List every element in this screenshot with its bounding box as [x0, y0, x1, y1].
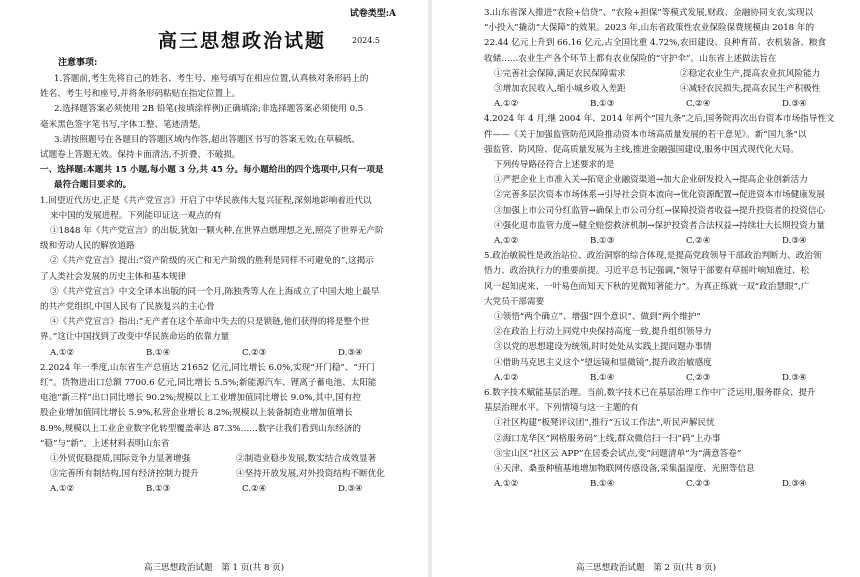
option-c: C.②③ [242, 347, 267, 358]
question-2-stem: 8.9%,规模以上工业企业数字化转型覆盖率达 87.3%……数字让我们看到山东经济的 [40, 423, 362, 434]
question-3-stem: 3.山东省深入推进“农险+信贷”、“农险+担保”等模式发展,财政、金融协同支农,实现以 [484, 8, 814, 18]
exam-page-2 [432, 0, 860, 577]
q6-statement: ④天津、桑蚕种植基地增加物联网传感设备,采集温湿度、光照等信息 [494, 464, 755, 475]
q4-path: ①严把企业上市准入关→拓宽企业融资渠道→加大企业研发投入→提高企业创新活力 [494, 175, 808, 186]
q6-statement: ①社区构建“板凳评议团”,推行“五议工作法”,听民声解民忧 [494, 418, 715, 429]
question-2-stem: 股企业增加值同比增长 5.9%,私营企业增长 8.2%;规模以上装备制造业增加值增长 [40, 408, 353, 419]
q5-options [484, 371, 846, 386]
option-b: B.①③ [146, 484, 171, 495]
q1-statement: 级和劳动人民的解放道路 [40, 241, 135, 252]
option-c: C.②④ [686, 99, 711, 110]
question-5-stem: 风一起知虎来、一叶易色而知天下秋的见微知著能力”。为真正练就一双“政治慧眼”,广 [484, 281, 810, 292]
q1-statement: ①1848 年《共产党宣言》的出版,犹如一颗火种,在世界点燃理想之光,照亮了世界无产阶 [50, 226, 384, 237]
q2-statements [40, 452, 416, 467]
option-b: B.①④ [146, 347, 171, 358]
question-2-stem: “稳”与“新”。上述材料表明山东省 [40, 438, 170, 449]
exam-title: 高三思想政治试题 [158, 30, 327, 52]
notice-line: 1.答题前,考生先将自己的姓名、考生号、座号填写在相应位置,认真核对条形码上的 [54, 74, 369, 84]
section-heading: 最符合题目要求的。 [54, 180, 132, 191]
option-a: A.①② [494, 236, 519, 247]
question-4-stem: 4.2024 年 4 月,继 2004 年、2014 年两个“国九条”之后,国务院再次出台资本市场指导性文 [484, 114, 835, 125]
q1-statement: 了人类社会发展的历史主体和基本规律 [40, 271, 187, 282]
option-b: B.①③ [590, 99, 615, 110]
q2-statement: ④坚持开放发展,对外投资结构不断优化 [236, 469, 385, 480]
q4-options [484, 234, 846, 249]
q5-statement: ④借助马克思主义这个“望远镜和显微镜”,提升政治敏感度 [494, 357, 712, 368]
option-b: B.①③ [590, 236, 615, 247]
question-3-stem: 收储……农业生产各个环节上都有农业保险的“守护伞”。山东省上述做法旨在 [484, 53, 777, 64]
q4-path: ③加强上市公司分红监管→确保上市公司分红→保障投资者收益→提升投资者的投资信心 [494, 205, 825, 216]
q1-statement: ②《共产党宣言》提出:“资产阶级的灭亡和无产阶级的胜利是同样不可避免的”,这揭示 [50, 256, 374, 267]
q3-statement: ①完善社会保障,满足农民保障需求 [494, 68, 626, 79]
question-1-stem: 来中国的发展进程。下列能印证这一观点的有 [50, 210, 222, 221]
option-c: C.②③ [686, 372, 711, 383]
option-d: D.③④ [782, 479, 807, 490]
q3-statement: ③增加农民收入,缩小城乡收入差距 [494, 84, 626, 95]
title-row [40, 20, 416, 54]
notice-line: 姓名、考生号和座号,并将条形码粘贴在指定位置上。 [40, 89, 241, 100]
question-2-stem: 电池“新三样”出口同比增长 90.2%;规模以上工业增加值同比增长 9.0%,其中,国有控 [40, 393, 361, 404]
option-d: D.③④ [782, 372, 807, 383]
question-1-stem: 1.回望近代历史,正是《共产党宣言》开启了中华民族伟大复兴征程,深刻地影响着近代以 [40, 195, 372, 206]
option-c: C.②③ [686, 479, 711, 490]
q4-path: ④强化退市监管力度→健全赔偿救济机制→保护投资者合法权益→持续壮大长期投资力量 [494, 220, 825, 231]
question-5-stem: 大党员干部需要 [484, 296, 545, 307]
q6-statement: ②海口龙华区“网格服务码”上线,群众微信扫一扫“码”上办事 [494, 433, 721, 444]
option-a: A.①② [494, 372, 519, 383]
q1-statement: 界。”这让中国找到了改变中华民族命运的依靠力量 [40, 332, 230, 343]
q2-statement: ①外贸促稳提质,国际竞争力显著增强 [50, 454, 191, 465]
option-d: D.③④ [338, 347, 363, 358]
question-3-stem: “小投入”撬动“大保障”的效果。2023 年,山东省政策性农业保险保费规模由 2018 年的 [484, 23, 815, 34]
q3-options [484, 97, 846, 112]
q3-statement: ④减轻农民损失,提高农民生产积极性 [680, 84, 821, 95]
paper-type: 试卷类型:A [349, 9, 396, 19]
question-2-stem: 2.2024 年一季度,山东省生产总值达 21652 亿元,同比增长 6.0%,实现“开门稳”、“开门 [40, 362, 375, 373]
question-4-stem: 强监管、防风险、促高质量发展为主线,推进金融强国建设,服务中国式现代化大局。 [484, 144, 799, 155]
question-2-stem: 红”。货物进出口总额 7700.6 亿元,同比增长 5.5%;新能源汽车、锂离子蓄电池、太阳能 [40, 378, 377, 389]
q2-options [40, 482, 416, 497]
question-6-stem: 6.数字技术赋能基层治理。当前,数字技术已在基层治理工作中广泛运用,服务群众、提升 [484, 388, 816, 399]
q3-statements [484, 82, 846, 97]
q3-statement: ②稳定农业生产,提高农业抗风险能力 [680, 68, 821, 79]
option-a: A.①② [494, 99, 519, 110]
option-d: D.③④ [782, 236, 807, 247]
q5-statement: ③以党的思想建设为统领,时时处处从实践上提问题办事情 [494, 342, 712, 353]
question-6-stem: 基层治理水平。下列情境与这一主题的有 [484, 403, 639, 414]
q2-statement: ③完善所有制结构,国有经济控制力提升 [50, 469, 199, 480]
question-5-stem: 5.政治敏锐性是政治站位、政治洞察的综合体现,是提高党政领导干部政治判断力、政治领 [484, 251, 822, 262]
page-footer: 高三思想政治试题 第 2 页(共 8 页) [575, 563, 717, 573]
q1-statement: ③《共产党宣言》中文全译本出版的同一个月,陈独秀等人在上海成立了中国大地上最早 [50, 286, 380, 297]
q1-statement: 的共产党组织,中国人民有了民族复兴的主心骨 [40, 302, 215, 313]
q1-statement: ④《共产党宣言》指出:“无产者在这个革命中失去的只是锁链,他们获得的将是整个世 [50, 317, 370, 328]
option-a: A.①② [50, 347, 75, 358]
notice-line: 2.选择题答案必须使用 2B 铅笔(按填涂样例)正确填涂;非选择题答案必须使用 0.5 [54, 104, 364, 115]
option-d: D.③④ [782, 99, 807, 110]
notice-line: 3.请按照题号在各题目的答题区域内作答,超出答题区书写的答案无效;在草稿纸、 [54, 134, 361, 145]
question-4-stem: 下列传导路径符合上述要求的是 [494, 160, 615, 171]
option-c: C.②④ [242, 484, 267, 495]
question-5-stem: 悟力、政治执行力的重要前提。习近平总书记强调,“领导干部要有草摇叶响知鹿过、松 [484, 266, 810, 277]
question-4-stem: 件——《关于加强监管防范风险推动资本市场高质量发展的若干意见》。新“国九条”以 [484, 129, 807, 140]
q2-statement: ②制造业稳步发展,数实结合成效显著 [236, 454, 377, 465]
section-heading: 一、选择题:本题共 15 小题,每小题 3 分,共 45 分。每小题给出的四个选项中,只有一项是 [40, 165, 384, 176]
q3-statements [484, 67, 846, 82]
notice-line: 试题卷上答题无效。保持卡面清洁,不折叠、不破损。 [40, 150, 241, 161]
option-b: B.①④ [590, 372, 615, 383]
q4-path: ②完善多层次资本市场体系→引导社会资本流向→优化资源配置→促进资本市场健康发展 [494, 190, 825, 201]
option-d: D.③④ [338, 484, 363, 495]
q1-options [40, 346, 416, 361]
q2-statements [40, 467, 416, 482]
q6-statement: ③宝山区“社区云 APP”在居委会试点,变“问题清单”为“满意答卷” [494, 448, 742, 459]
q5-statement: ②在政治上行动上同党中央保持高度一致,提升组织领导力 [494, 327, 712, 338]
option-a: A.①② [494, 479, 519, 490]
notice-line: 毫米黑色签字笔书写,字体工整、笔迹清楚。 [40, 119, 207, 130]
exam-page-1 [0, 0, 428, 577]
page-footer: 高三思想政治试题 第 1 页(共 8 页) [143, 563, 285, 573]
q5-statement: ①领悟“两个确立”、增强“四个意识”、做到“两个维护” [494, 312, 701, 323]
option-a: A.①② [50, 484, 75, 495]
option-b: B.①④ [590, 479, 615, 490]
exam-date: 2024.5 [352, 36, 380, 45]
notice-heading: 注意事项: [58, 58, 98, 68]
question-3-stem: 22.44 亿元上升到 66.16 亿元,占全国比重 4.72%,农田建设、良种育苗、农机装备、粮食 [484, 38, 827, 49]
q6-options [484, 477, 846, 492]
option-c: C.②④ [686, 236, 711, 247]
